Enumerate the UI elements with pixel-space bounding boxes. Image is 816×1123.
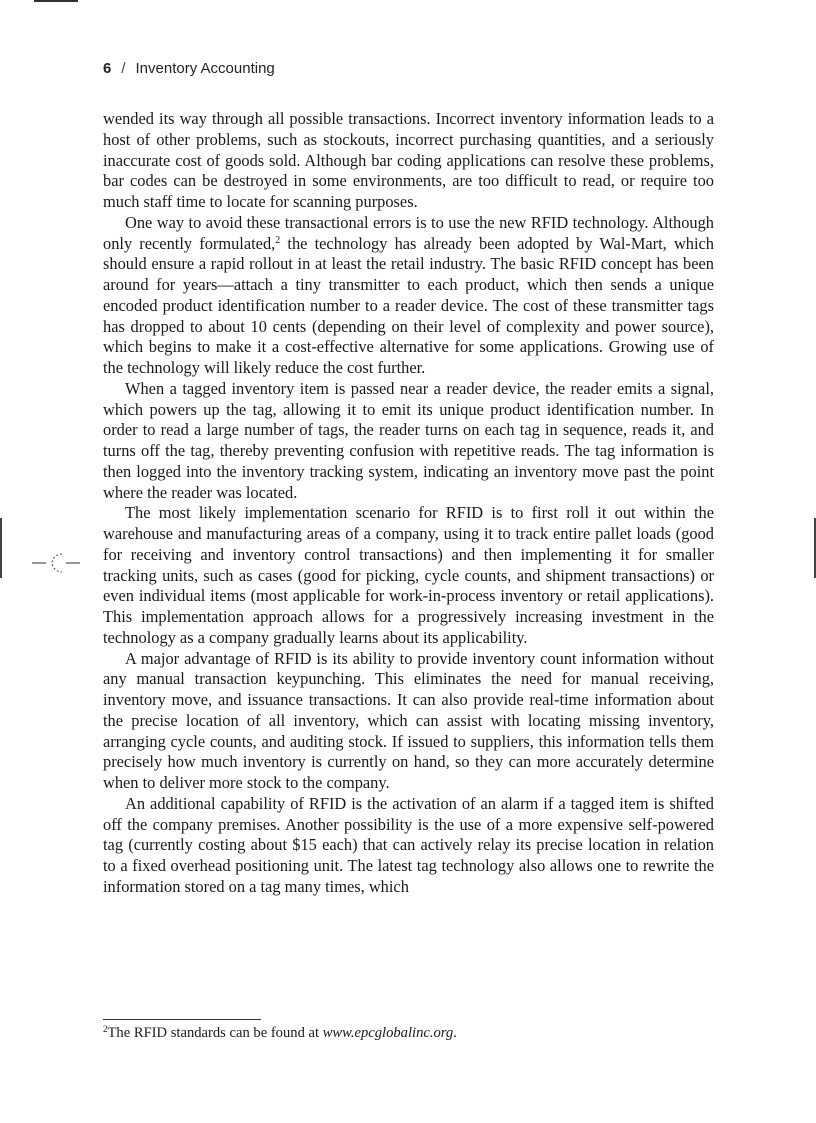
running-header <box>103 60 275 77</box>
registration-mark-icon <box>32 548 80 578</box>
crop-mark-left <box>0 518 2 578</box>
page-number: 6 <box>103 60 112 77</box>
paragraph-5: A major advantage of RFID is its ability to provide inventory count information without any manual transaction keypunching. This eliminates the need for manual receiving, inventory move, and issuance transactions. It can also provide real-time information about the precise location of all inventory, which can assist with locating missing inventory, arranging cycle counts, and auditing stock. If issued to suppliers, this information tells them precisely how much inventory is currently on hand, so they can more accurately determine when to deliver more stock to the company. <box>103 648 714 792</box>
paragraph-6: An additional capability of RFID is the activation of an alarm if a tagged item is shifted off the company premises. Another possibility is the use of a more expensive self-powered tag (currently costing about $15 each) that can actively relay its precise location in relation to a fixed overhead positioning unit. The latest tag technology also allows one to rewrite the information stored on a tag many times, which <box>103 793 714 896</box>
footnote-rule <box>103 1019 261 1020</box>
paragraph-1: wended its way through all possible transactions. Incorrect inventory information leads to a host of other problems, such as stockouts, incorrect purchasing quantities, and a seriously inaccurate cost of goods sold. Although bar coding applications can resolve these problems, bar codes can be destroyed in some environments, are too difficult to read, or require too much staff time to locate for scanning purposes. <box>103 109 714 211</box>
footnote-end: . <box>453 1025 457 1041</box>
footnote-url: www.epcglobalinc.org <box>322 1025 454 1041</box>
paragraph-2 <box>103 213 714 379</box>
header-separator: / <box>121 60 126 77</box>
footnote <box>103 1025 457 1042</box>
paragraph-2-rest: the technology has already been adopted by Wal-Mart, which should ensure a rapid rollout in at least the retail industry. The basic RFID concept has been around for years—attach a tiny transmitter to each product, which then sends a unique encoded product identification number to a reader device. The cost of these transmitter tags has dropped to about 10 cents (depending on their level of complexity and power source), which begins to make it a cost-effective alternative for some applications. Growing use of the technology will likely reduce the cost further. <box>103 233 714 377</box>
paragraph-4: The most likely implementation scenario for RFID is to first roll it out within the warehouse and manufacturing areas of a company, using it to track entire pallet loads (good for receiving and inventory control transactions) and then implementing it for smaller tracking units, such as cases (good for picking, cycle counts, and shipment transactions) or even individual items (most applicable for work-in-process inventory or retail applications). This implementation approach allows for a progressively increasing investment in the technology as a company gradually learns about its applicability. <box>103 503 714 647</box>
footnote-reference: 2 <box>275 234 281 246</box>
running-title: Inventory Accounting <box>135 60 275 77</box>
paragraph-2-start: One way to avoid these transactional errors is to use the new RFID technology. Although only recently formulated, <box>103 212 714 253</box>
body-text <box>103 109 714 898</box>
paragraph-3: When a tagged inventory item is passed near a reader device, the reader emits a signal, which powers up the tag, allowing it to emit its unique product identification number. In order to read a large number of tags, the reader turns on each tag in sequence, reads it, and turns off the tag, thereby preventing confusion with repetitive reads. The tag information is then logged into the inventory tracking system, indicating an inventory move past the point where the reader was located. <box>103 378 714 502</box>
crop-mark-top <box>34 0 78 2</box>
footnote-text: The RFID standards can be found at <box>107 1025 323 1041</box>
footnote-number: 2 <box>103 1024 108 1034</box>
